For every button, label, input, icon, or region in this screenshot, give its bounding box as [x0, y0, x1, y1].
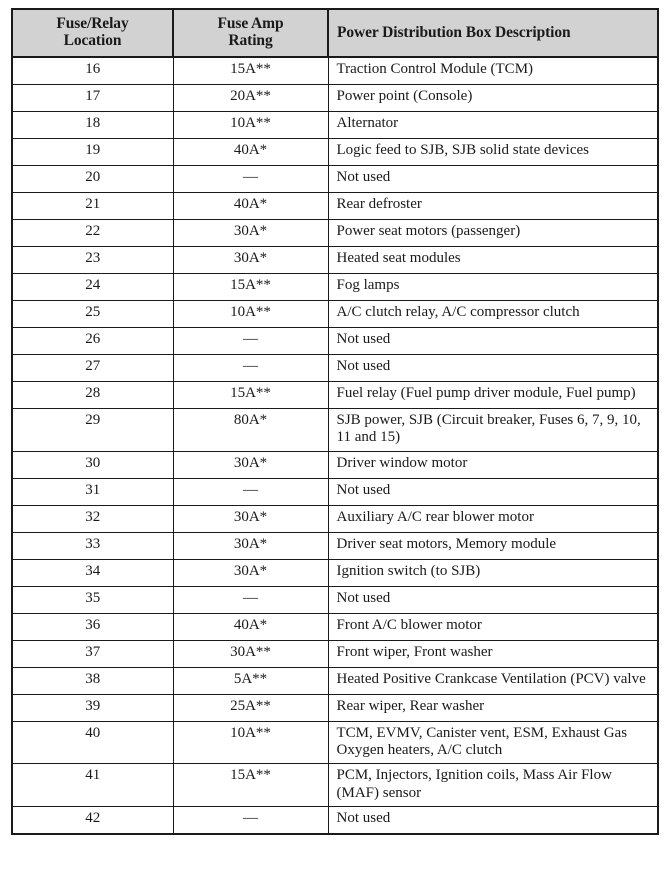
table-row	[12, 613, 658, 640]
cell-power-distribution-box-description: Fog lamps	[328, 273, 658, 300]
cell-fuse-amp-rating: 10A**	[173, 300, 328, 327]
cell-fuse-amp-rating: 15A**	[173, 381, 328, 408]
cell-fuse-amp-rating: —	[173, 354, 328, 381]
fuse-relay-table	[11, 8, 659, 835]
cell-fuse-relay-location: 38	[12, 667, 173, 694]
table-row	[12, 138, 658, 165]
cell-fuse-relay-location: 19	[12, 138, 173, 165]
table-header	[12, 9, 658, 57]
table-row	[12, 478, 658, 505]
cell-power-distribution-box-description: Rear defroster	[328, 192, 658, 219]
table-row	[12, 300, 658, 327]
cell-power-distribution-box-description: Not used	[328, 165, 658, 192]
cell-power-distribution-box-description: Power point (Console)	[328, 84, 658, 111]
cell-fuse-amp-rating: 5A**	[173, 667, 328, 694]
cell-fuse-amp-rating: 80A*	[173, 408, 328, 451]
column-header-fuse-relay-location	[12, 9, 173, 57]
table-row	[12, 165, 658, 192]
table-row	[12, 84, 658, 111]
cell-power-distribution-box-description: Traction Control Module (TCM)	[328, 57, 658, 85]
column-header-amp-line1: Fuse Amp	[217, 15, 284, 32]
cell-fuse-amp-rating: —	[173, 478, 328, 505]
fuse-relay-table-container	[11, 8, 657, 835]
cell-power-distribution-box-description: Power seat motors (passenger)	[328, 219, 658, 246]
cell-fuse-amp-rating: 15A**	[173, 273, 328, 300]
cell-power-distribution-box-description: Not used	[336, 810, 391, 827]
cell-fuse-relay-location: 28	[12, 381, 173, 408]
cell-fuse-relay-location: 16	[12, 57, 173, 85]
cell-fuse-relay-location: 22	[12, 219, 173, 246]
cell-fuse-amp-rating: 15A**	[173, 57, 328, 85]
column-header-power-distribution-box-description: Power Distribution Box Description	[328, 9, 658, 57]
cell-fuse-amp-rating: 10A**	[173, 721, 328, 764]
cell-fuse-relay-location: 21	[12, 192, 173, 219]
column-header-location-line2: Location	[63, 32, 122, 50]
cell-fuse-amp-rating: 10A**	[173, 111, 328, 138]
cell-power-distribution-box-description: A/C clutch relay, A/C compressor clutch	[328, 300, 658, 327]
table-header-row	[12, 9, 658, 57]
table-row	[12, 559, 658, 586]
cell-power-distribution-box-description: Ignition switch (to SJB)	[328, 559, 658, 586]
cell-fuse-relay-location: 25	[12, 300, 173, 327]
cell-power-distribution-box-description: Auxiliary A/C rear blower motor	[328, 505, 658, 532]
column-header-amp-line2: Rating	[228, 32, 273, 50]
column-header-location-line1: Fuse/Relay	[56, 15, 129, 32]
column-header-fuse-amp-rating	[173, 9, 328, 57]
cell-power-distribution-box-description: Driver seat motors, Memory module	[328, 532, 658, 559]
cell-fuse-amp-rating: —	[173, 327, 328, 354]
cell-power-distribution-box-description: Front A/C blower motor	[328, 613, 658, 640]
table-row	[12, 381, 658, 408]
cell-fuse-amp-rating: 30A**	[173, 640, 328, 667]
cell-fuse-relay-location: 32	[12, 505, 173, 532]
cell-power-distribution-box-description: Logic feed to SJB, SJB solid state devices	[328, 138, 658, 165]
cell-fuse-relay-location: 27	[12, 354, 173, 381]
cell-fuse-relay-location: 40	[12, 721, 173, 764]
cell-power-distribution-box-description: Not used	[328, 478, 658, 505]
cell-power-distribution-box-description: Rear wiper, Rear washer	[328, 694, 658, 721]
table-row	[12, 219, 658, 246]
cell-fuse-amp-rating: 30A*	[173, 246, 328, 273]
cell-fuse-amp-rating: —	[173, 586, 328, 613]
table-row	[12, 667, 658, 694]
cell-fuse-relay-location: 37	[12, 640, 173, 667]
cell-fuse-amp-rating: 30A*	[173, 219, 328, 246]
cell-power-distribution-box-description: TCM, EVMV, Canister vent, ESM, Exhaust Gas Oxygen heaters, A/C clutch	[328, 721, 658, 764]
table-row	[12, 532, 658, 559]
cell-fuse-amp-rating: 20A**	[173, 84, 328, 111]
cell-fuse-amp-rating: 30A*	[173, 505, 328, 532]
table-row	[12, 721, 658, 764]
table-row	[12, 505, 658, 532]
cell-fuse-relay-location: 39	[12, 694, 173, 721]
table-row	[12, 640, 658, 667]
cell-power-distribution-box-description: Not used	[328, 327, 658, 354]
cell-fuse-relay-location: 34	[12, 559, 173, 586]
cell-fuse-amp-rating: 30A*	[173, 451, 328, 478]
cell-fuse-amp-rating: 15A**	[173, 764, 328, 807]
cell-fuse-amp-rating: 25A**	[173, 694, 328, 721]
cell-fuse-amp-rating: 30A*	[173, 532, 328, 559]
cell-power-distribution-box-description: Driver window motor	[328, 451, 658, 478]
cell-fuse-relay-location: 35	[12, 586, 173, 613]
table-row	[12, 246, 658, 273]
cell-power-distribution-box-description: Front wiper, Front washer	[328, 640, 658, 667]
cell-fuse-relay-location: 26	[12, 327, 173, 354]
cell-power-distribution-box-description: SJB power, SJB (Circuit breaker, Fuses 6, 7, 9, 10, 11 and 15)	[328, 408, 658, 451]
table-row	[12, 57, 658, 85]
cell-fuse-amp-rating: —	[173, 165, 328, 192]
cell-fuse-relay-location: 33	[12, 532, 173, 559]
table-row	[12, 694, 658, 721]
cell-fuse-relay-location: 41	[12, 764, 173, 807]
table-row	[12, 273, 658, 300]
cell-fuse-relay-location: 30	[12, 451, 173, 478]
cell-fuse-relay-location: 42	[12, 807, 173, 835]
cell-fuse-amp-rating: 40A*	[173, 138, 328, 165]
cell-fuse-relay-location: 18	[12, 111, 173, 138]
table-row	[12, 807, 658, 835]
cell-power-distribution-box-description: Heated seat modules	[328, 246, 658, 273]
table-row	[12, 327, 658, 354]
cell-fuse-relay-location: 23	[12, 246, 173, 273]
table-row	[12, 451, 658, 478]
cell-power-distribution-box-description: Not used	[328, 586, 658, 613]
table-row	[12, 192, 658, 219]
cell-fuse-relay-location: 20	[12, 165, 173, 192]
cell-power-distribution-box-description: Not used	[328, 354, 658, 381]
cell-fuse-amp-rating: 40A*	[173, 192, 328, 219]
cell-power-distribution-box-description: PCM, Injectors, Ignition coils, Mass Air Flow (MAF) sensor	[328, 764, 658, 807]
table-row	[12, 586, 658, 613]
table-row	[12, 408, 658, 451]
cell-power-distribution-box-description: Heated Positive Crankcase Ventilation (PCV) valve	[328, 667, 658, 694]
table-row	[12, 764, 658, 807]
cell-fuse-relay-location: 36	[12, 613, 173, 640]
cell-fuse-relay-location: 17	[12, 84, 173, 111]
cell-fuse-amp-rating: 30A*	[173, 559, 328, 586]
table-row	[12, 111, 658, 138]
cell-power-distribution-box-description: Fuel relay (Fuel pump driver module, Fuel pump)	[328, 381, 658, 408]
cell-fuse-relay-location: 24	[12, 273, 173, 300]
cell-fuse-amp-rating: 40A*	[173, 613, 328, 640]
table-body	[12, 57, 658, 834]
cell-power-distribution-box-description: Alternator	[328, 111, 658, 138]
cell-fuse-relay-location: 29	[12, 408, 173, 451]
cell-fuse-amp-rating: —	[173, 807, 328, 835]
cell-fuse-relay-location: 31	[12, 478, 173, 505]
table-row	[12, 354, 658, 381]
